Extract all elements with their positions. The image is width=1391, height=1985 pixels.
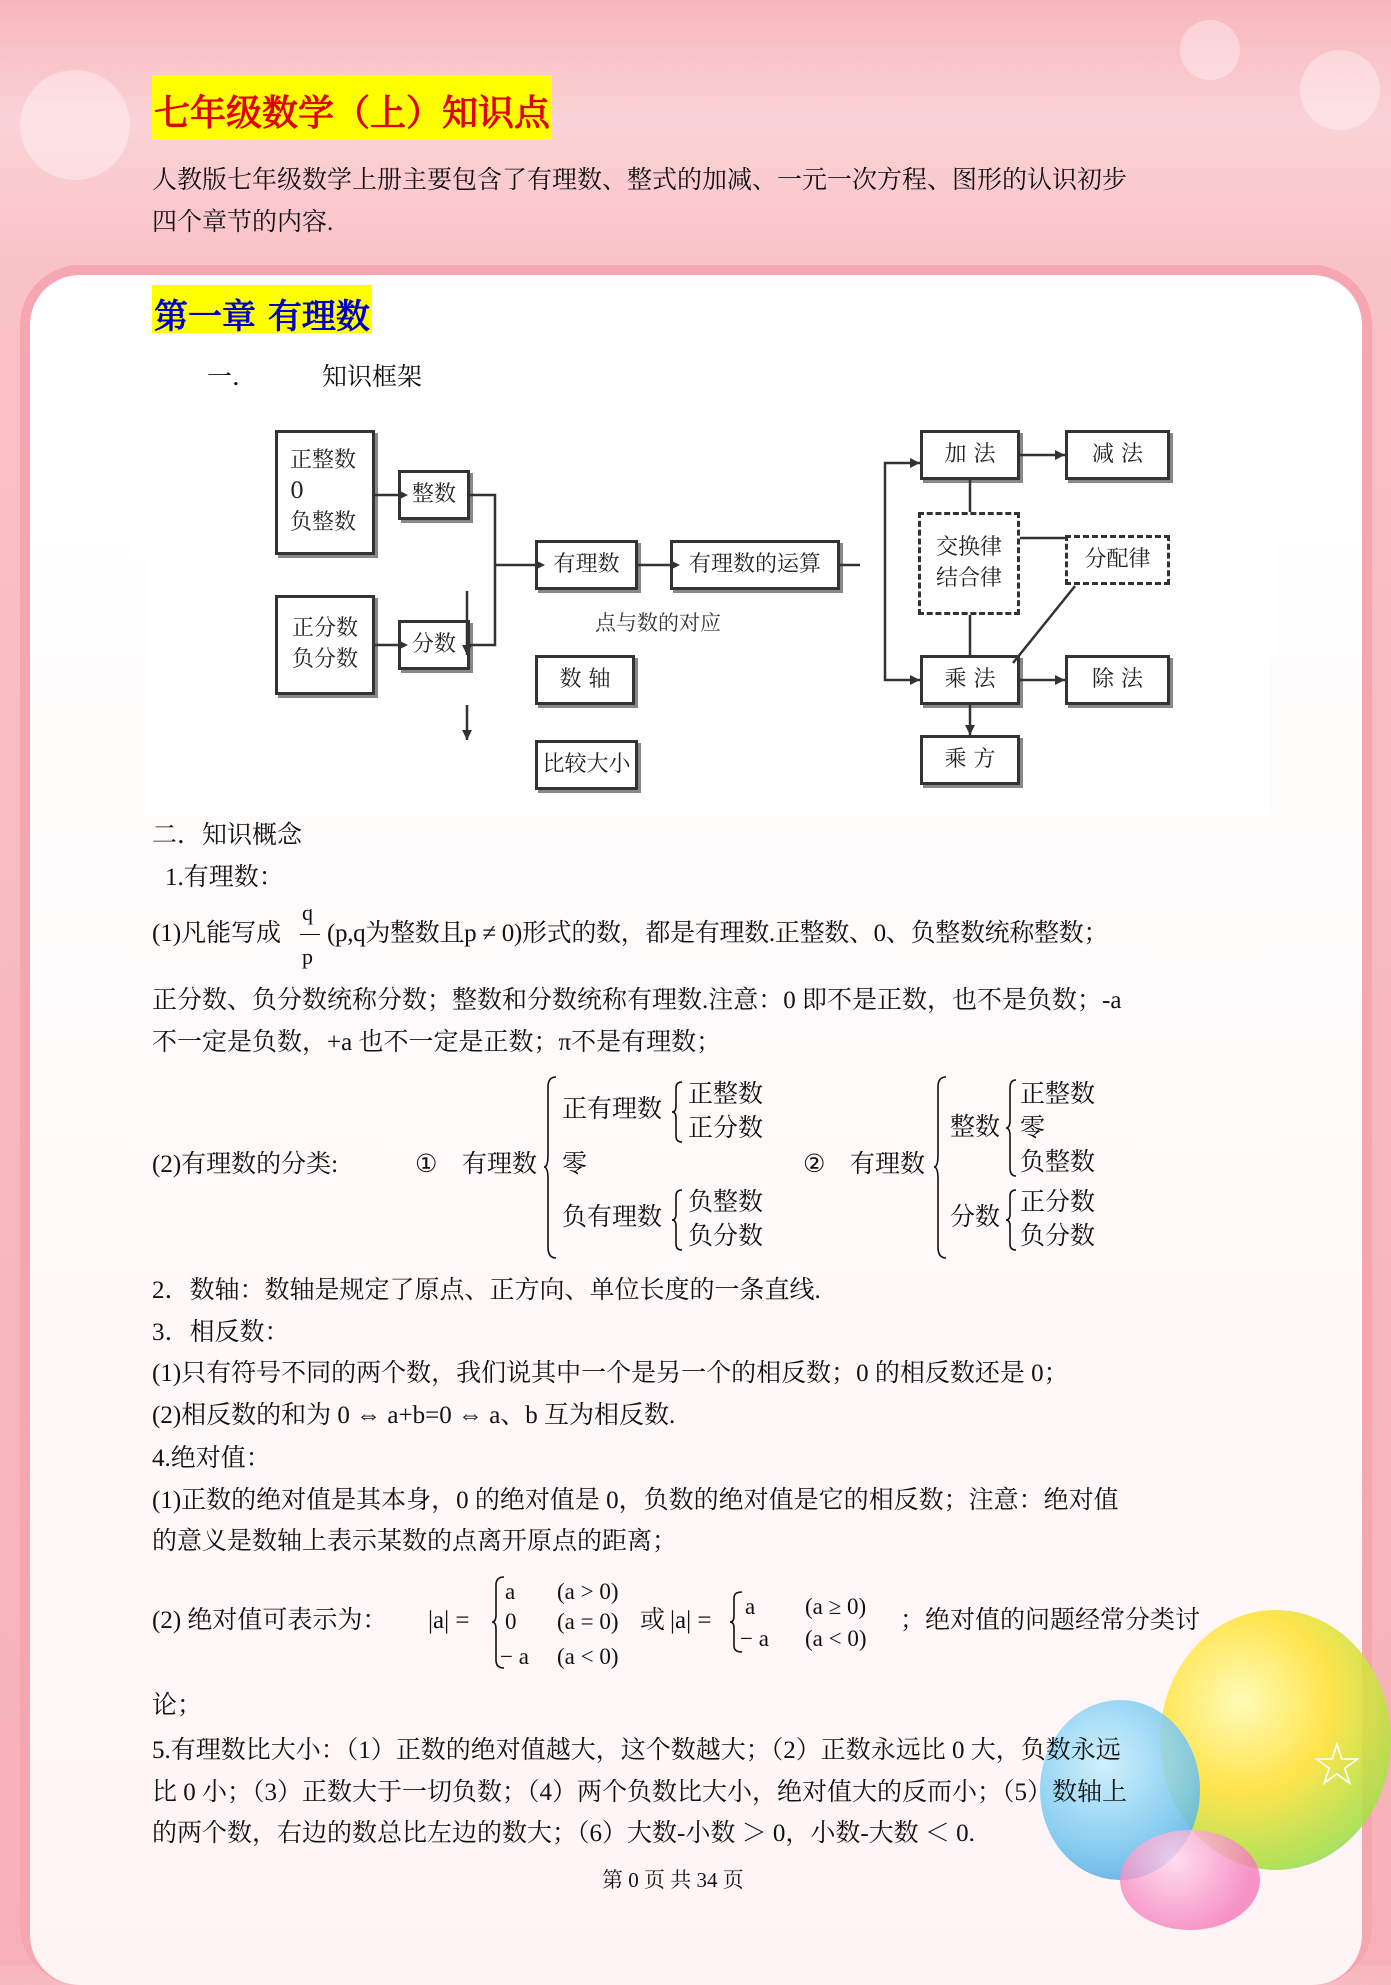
node-label: 负整数 — [290, 509, 357, 535]
brace-icon — [1006, 1078, 1018, 1178]
case-value: a — [745, 1594, 756, 1619]
classification-leaf: 负整数 — [688, 1189, 764, 1216]
section-heading: 二．知识概念 — [152, 822, 303, 849]
integers-box: 整数 — [398, 470, 470, 520]
section-number: 一． — [207, 364, 258, 391]
paragraph-text: ；绝对值的问题经常分类讨 — [900, 1607, 1201, 1634]
paragraph-text: 的两个数，右边的数总比左边的数大；（6）大数-小数 ＞ 0，小数-大数 ＜ 0. — [152, 1820, 975, 1847]
circled-two: ② — [803, 1151, 826, 1178]
multiplication-box: 乘 法 — [920, 655, 1020, 705]
subsection-heading: 3．相反数： — [152, 1319, 290, 1346]
diagram-connectors — [145, 398, 1270, 815]
node-label: 负分数 — [291, 647, 358, 672]
number-line-box: 数 轴 — [535, 655, 635, 705]
addition-box: 加 法 — [920, 430, 1020, 480]
power-box: 乘 方 — [920, 735, 1020, 785]
node-label: 交换律 — [935, 534, 1002, 560]
intro-line: 四个章节的内容. — [152, 209, 334, 236]
classification-leaf: 正分数 — [688, 1115, 764, 1142]
background-bubble — [20, 70, 130, 180]
division-box: 除 法 — [1065, 655, 1170, 705]
paragraph-text: 不一定是负数，+a 也不一定是正数；π不是有理数； — [152, 1029, 722, 1056]
knowledge-framework-diagram — [145, 398, 1270, 815]
paragraph-text: 论； — [152, 1692, 203, 1719]
brace-icon — [672, 1080, 684, 1144]
node-label: 结合律 — [935, 565, 1002, 591]
case-value: − a — [500, 1644, 529, 1669]
brace-icon — [672, 1188, 684, 1252]
case-condition: (a < 0) — [805, 1626, 867, 1651]
paragraph-text: 的意义是数轴上表示某数的点离开原点的距离； — [152, 1528, 678, 1555]
paragraph-text: (1)正数的绝对值是其本身，0 的绝对值是 0，负数的绝对值是它的相反数；注意：绝对值 — [152, 1487, 1119, 1514]
abs-lhs: |a| = — [670, 1607, 712, 1634]
case-condition: (a = 0) — [557, 1609, 619, 1634]
background-bubble — [1180, 20, 1240, 80]
fraction-numerator: q — [302, 900, 313, 925]
case-condition: (a ≥ 0) — [805, 1594, 867, 1619]
circled-one: ① — [415, 1151, 438, 1178]
classification-node: 零 — [562, 1151, 588, 1178]
correspondence-label: 点与数的对应 — [595, 611, 721, 635]
classification-leaf: 零 — [1020, 1115, 1046, 1142]
paragraph-text: 正分数、负分数统称分数；整数和分数统称有理数.注意：0 即不是正数，也不是负数；-a — [152, 987, 1122, 1014]
paragraph-text: (p,q为整数且p ≠ 0)形式的数，都是有理数.正整数、0、负整数统称整数； — [327, 920, 1109, 947]
chapter-heading: 第一章 有理数 — [152, 285, 372, 333]
paragraph-text: 比 0 小；（3）正数大于一切负数；（4）两个负数比大小，绝对值大的反而小；（5）数轴上 — [152, 1779, 1128, 1806]
case-value: a — [505, 1579, 516, 1604]
intro-line: 人教版七年级数学上册主要包含了有理数、整式的加减、一元一次方程、图形的认识初步 — [152, 167, 1128, 194]
classification-root: 有理数 — [462, 1151, 538, 1178]
brace-icon — [934, 1075, 948, 1260]
classification-leaf: 正整数 — [1020, 1081, 1096, 1108]
classification-leaf: 正整数 — [688, 1081, 764, 1108]
fraction-bar — [300, 934, 320, 935]
rational-box: 有理数 — [535, 540, 638, 590]
page-footer: 第 0 页 共 34 页 — [602, 1868, 744, 1892]
paragraph-text: (2)相反数的和为 0 ⇔ a+b=0 ⇔ a、b 互为相反数. — [152, 1402, 676, 1429]
case-value: 0 — [505, 1609, 517, 1634]
star-icon: ☆ — [1310, 1732, 1364, 1798]
node-label: 0 — [290, 479, 304, 505]
classification-node: 负有理数 — [562, 1204, 663, 1231]
node-label: 正整数 — [290, 448, 357, 474]
fraction-denominator: p — [302, 944, 313, 969]
subtraction-box: 减 法 — [1065, 430, 1170, 480]
classification-node: 正有理数 — [562, 1096, 663, 1123]
paragraph-text: 2．数轴：数轴是规定了原点、正方向、单位长度的一条直线. — [152, 1277, 821, 1304]
node-label: 正分数 — [291, 616, 358, 642]
classification-leaf: 负分数 — [688, 1223, 764, 1250]
brace-icon — [1006, 1188, 1018, 1252]
classification-leaf: 负分数 — [1020, 1223, 1096, 1250]
background-bubble — [1300, 50, 1380, 130]
compare-box: 比较大小 — [535, 740, 638, 790]
section-heading: 知识框架 — [322, 364, 423, 391]
brace-icon — [544, 1075, 558, 1260]
classification-leaf: 负整数 — [1020, 1149, 1096, 1176]
classification-node: 分数 — [950, 1204, 1001, 1231]
case-condition: (a < 0) — [557, 1644, 619, 1669]
case-value: − a — [740, 1626, 769, 1651]
balloon-illustration — [1120, 1830, 1260, 1930]
fractions-box: 分数 — [398, 620, 470, 670]
subsection-heading: 1.有理数： — [165, 864, 284, 891]
paragraph-text: (1)凡能写成 — [152, 920, 282, 947]
or-text: 或 — [640, 1607, 666, 1634]
document-title: 七年级数学（上）知识点 — [152, 75, 552, 140]
subsection-heading: 4.绝对值： — [152, 1445, 271, 1472]
distributive-box: 分配律 — [1065, 535, 1170, 585]
operations-box: 有理数的运算 — [670, 540, 840, 590]
paragraph-text: 5.有理数比大小：（1）正数的绝对值越大，这个数越大；（2）正数永远比 0 大，负数永远 — [152, 1737, 1121, 1764]
classification-root: 有理数 — [850, 1151, 926, 1178]
abs-label: (2) 绝对值可表示为： — [152, 1607, 388, 1634]
paragraph-text: (1)只有符号不同的两个数，我们说其中一个是另一个的相反数；0 的相反数还是 0； — [152, 1360, 1069, 1387]
classification-label: (2)有理数的分类: — [152, 1151, 339, 1178]
classification-node: 整数 — [950, 1114, 1001, 1141]
case-condition: (a > 0) — [557, 1579, 619, 1604]
classification-leaf: 正分数 — [1020, 1189, 1096, 1216]
abs-lhs: |a| = — [428, 1607, 470, 1634]
